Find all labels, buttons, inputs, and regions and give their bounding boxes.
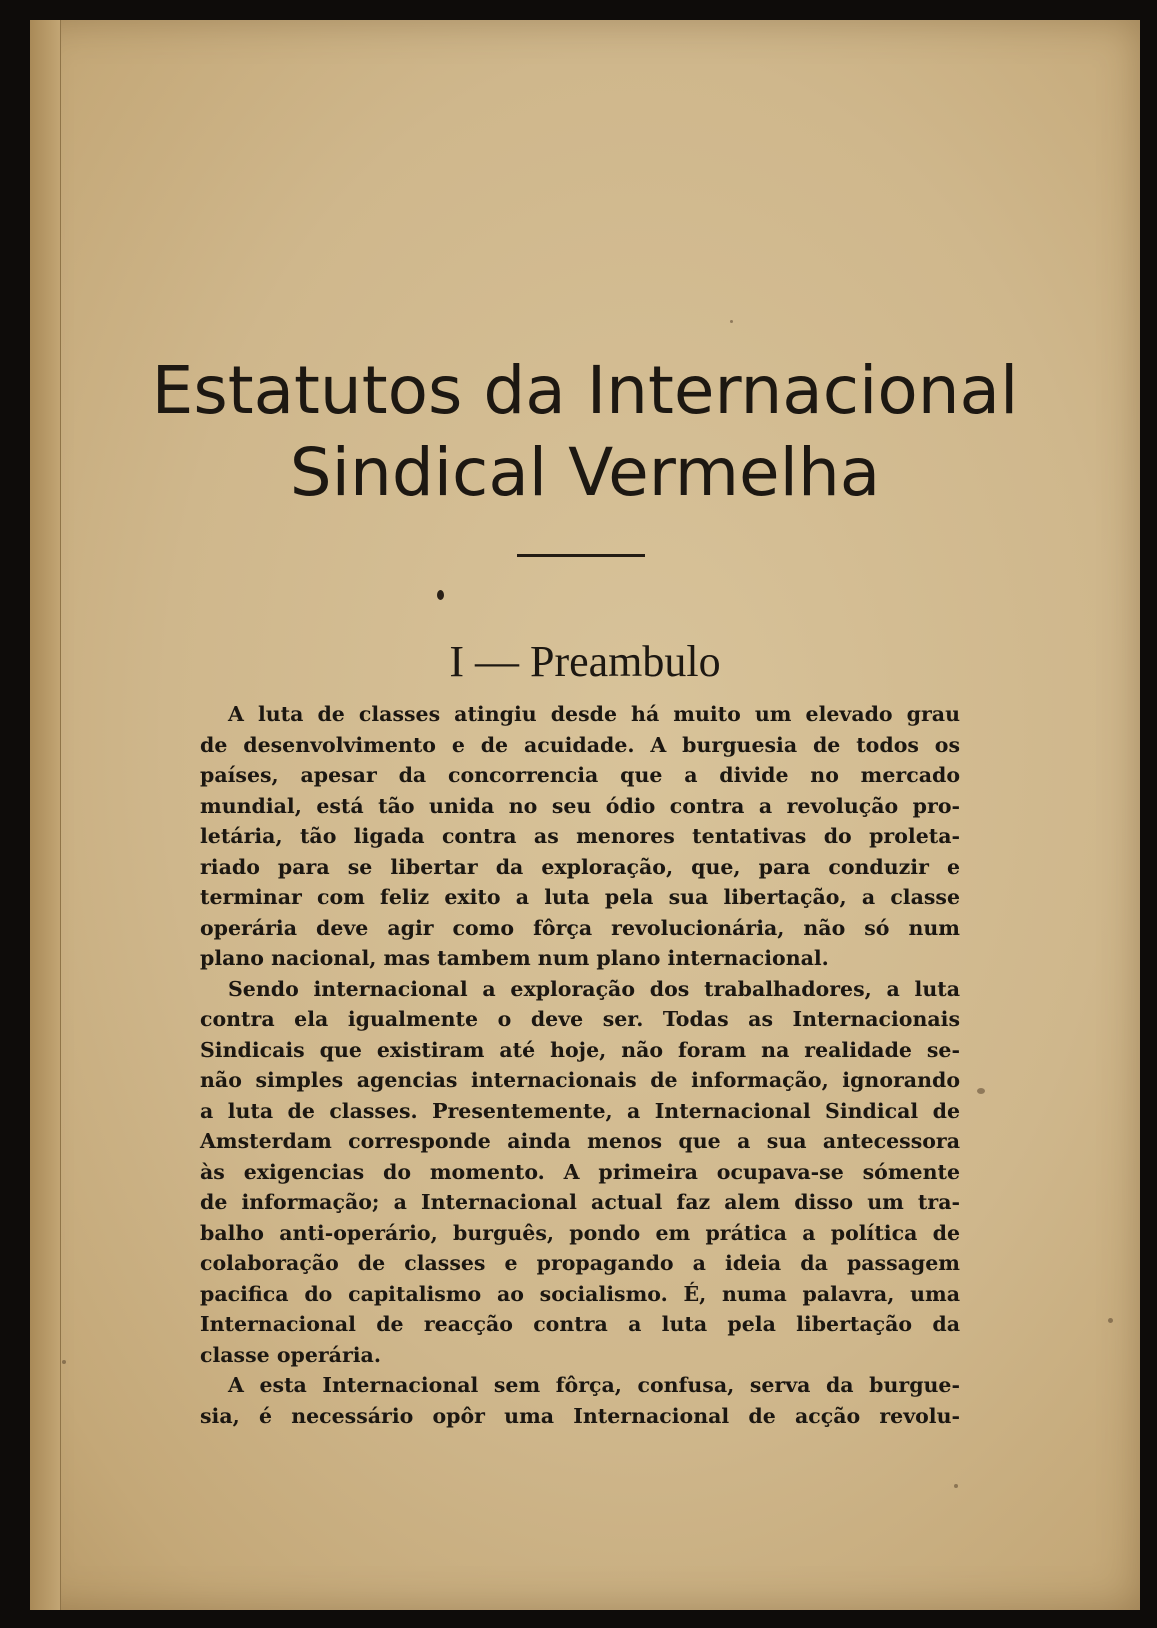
paper-speck bbox=[1108, 1318, 1113, 1323]
document-title-line-2: Sindical Vermelha bbox=[289, 434, 881, 511]
text-line: Internacional de reacção contra a luta pela libertação da bbox=[200, 1312, 960, 1336]
section-heading: I — Preambulo bbox=[449, 637, 721, 686]
text-line: operária deve agir como fôrça revolucionária, não só num bbox=[200, 915, 960, 940]
text-line: não simples agencias internacionais de informação, ignorando bbox=[200, 1068, 960, 1092]
text-line: pacifica do capitalismo ao socialismo. É, numa palavra, uma bbox=[200, 1281, 960, 1306]
text-line: letária, tão ligada contra as menores tentativas do proleta- bbox=[200, 824, 960, 848]
text-line: Sendo internacional a exploração dos trabalhadores, a luta bbox=[228, 976, 960, 1001]
text-line: de desenvolvimento e de acuidade. A burguesia de todos os bbox=[200, 732, 960, 757]
text-line: balho anti-operário, burguês, pondo em prática a política de bbox=[200, 1220, 960, 1245]
text-line: colaboração de classes e propagando a ideia da passagem bbox=[200, 1251, 960, 1275]
text-line: classe operária. bbox=[200, 1342, 381, 1367]
ink-dot-ornament bbox=[437, 590, 444, 600]
text-line: terminar com feliz exito a luta pela sua libertação, a classe bbox=[200, 885, 960, 909]
paper-speck bbox=[730, 320, 733, 323]
text-line: riado para se libertar da exploração, que, para conduzir e bbox=[200, 854, 960, 879]
page-binding-edge bbox=[30, 20, 61, 1610]
text-line: A luta de classes atingiu desde há muito um elevado grau bbox=[228, 702, 960, 726]
paper-speck bbox=[977, 1088, 985, 1094]
body-text bbox=[200, 699, 960, 1431]
text-line: A esta Internacional sem fôrça, confusa, serva da burgue- bbox=[228, 1373, 960, 1397]
text-line: Amsterdam corresponde ainda menos que a sua antecessora bbox=[200, 1129, 960, 1153]
paper-speck bbox=[62, 1360, 66, 1364]
text-line: Sindicais que existiram até hoje, não foram na realidade se- bbox=[200, 1037, 960, 1062]
text-line: plano nacional, mas tambem num plano internacional. bbox=[200, 946, 829, 970]
text-line: países, apesar da concorrencia que a divide no mercado bbox=[200, 763, 960, 787]
text-line: contra ela igualmente o deve ser. Todas as Internacionais bbox=[200, 1007, 960, 1031]
text-line: a luta de classes. Presentemente, a Internacional Sindical de bbox=[200, 1098, 960, 1123]
title-divider-rule bbox=[517, 554, 645, 557]
text-line: às exigencias do momento. A primeira ocupava-se sómente bbox=[200, 1159, 960, 1184]
text-line: sia, é necessário opôr uma Internacional de acção revolu- bbox=[200, 1403, 960, 1428]
paper-speck bbox=[954, 1484, 958, 1488]
document-title-line-1: Estatutos da Internacional bbox=[151, 352, 1019, 429]
text-line: mundial, está tão unida no seu ódio contra a revolução pro- bbox=[200, 793, 960, 818]
document-page bbox=[30, 20, 1140, 1610]
text-line: de informação; a Internacional actual faz alem disso um tra- bbox=[200, 1190, 960, 1214]
